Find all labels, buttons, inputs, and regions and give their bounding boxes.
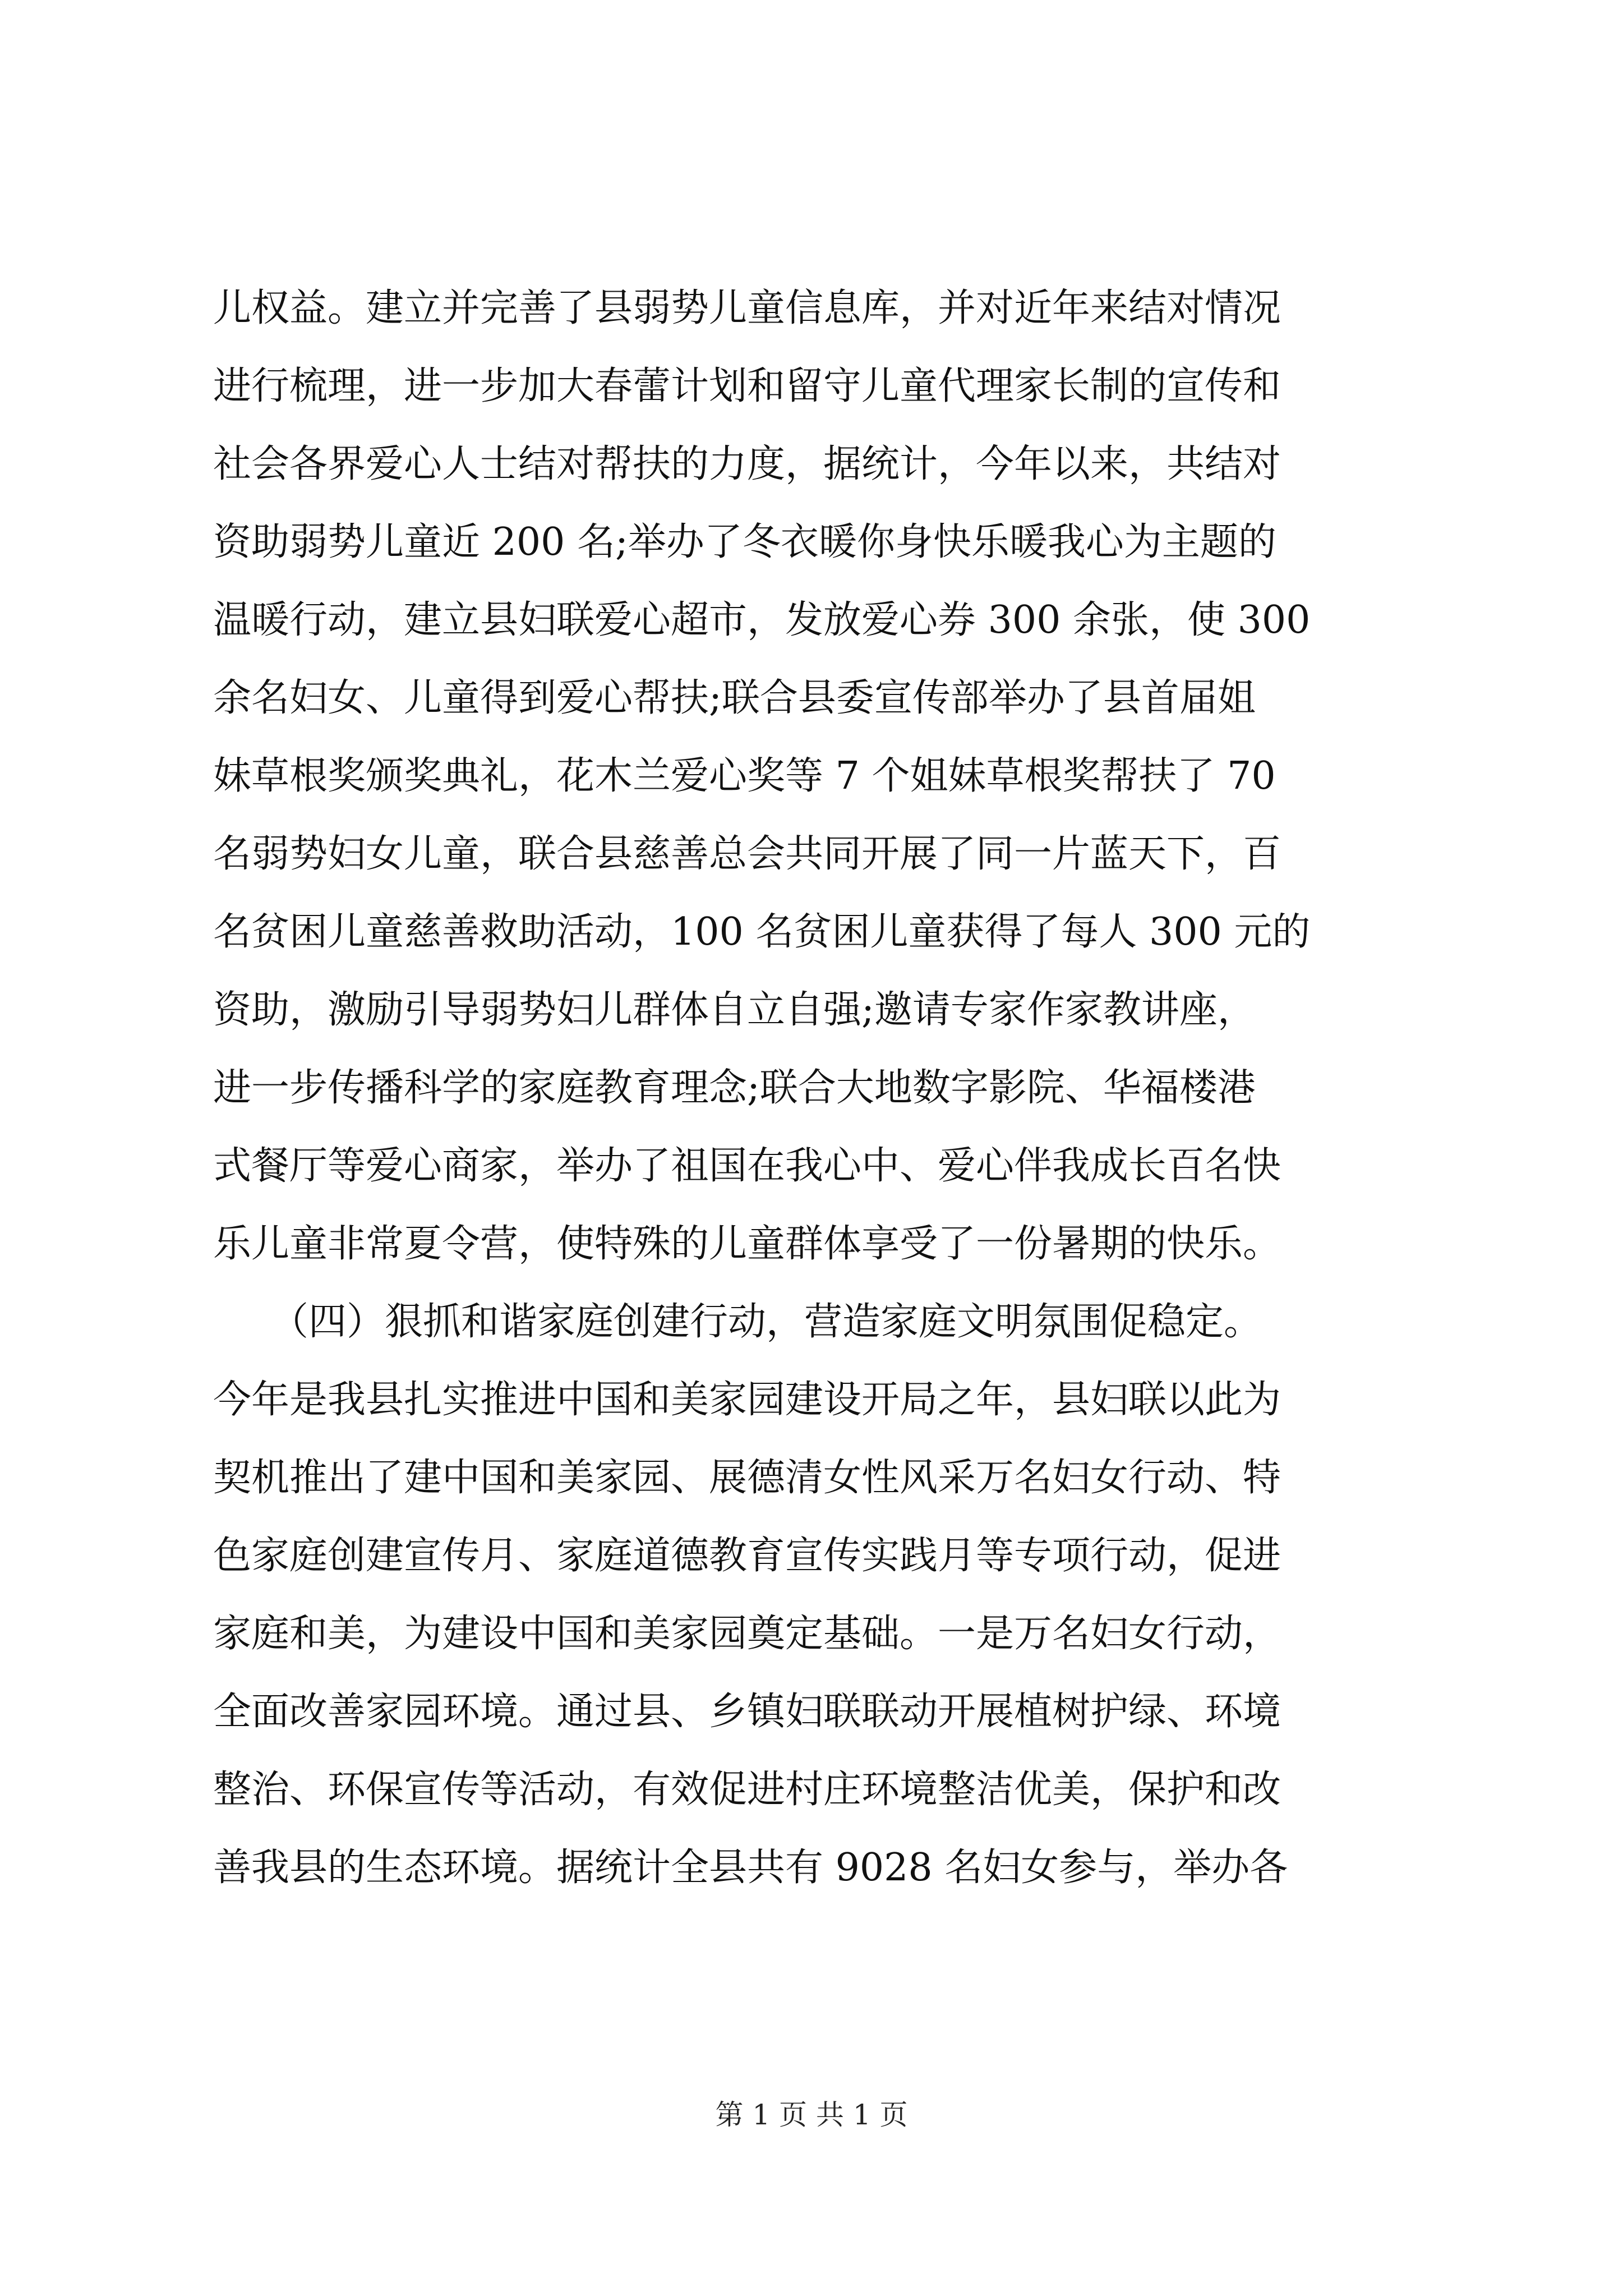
text-line: 资助，激励引导弱势妇儿群体自立自强;邀请专家作家教讲座， xyxy=(213,988,1256,1032)
text-line: 式餐厅等爱心商家，举办了祖国在我心中、爱心伴我成长百名快 xyxy=(213,1144,1281,1188)
text-line: 名弱势妇女儿童，联合县慈善总会共同开展了同一片蓝天下，百 xyxy=(213,832,1281,876)
text-line: 全面改善家园环境。通过县、乡镇妇联联动开展植树护绿、环境 xyxy=(213,1690,1281,1734)
text-line: 善我县的生态环境。据统计全县共有 9028 名妇女参与，举办各 xyxy=(213,1846,1288,1890)
text-line: 儿权益。建立并完善了县弱势儿童信息库，并对近年来结对情况 xyxy=(213,286,1281,330)
text-line: 妹草根奖颁奖典礼，花木兰爱心奖等 7 个姐妹草根奖帮扶了 70 xyxy=(213,754,1276,798)
text-line: 名贫困儿童慈善救助活动，100 名贫困儿童获得了每人 300 元的 xyxy=(213,910,1311,954)
text-line: 资助弱势儿童近 200 名;举办了冬衣暖你身快乐暖我心为主题的 xyxy=(213,520,1276,564)
page-number-label: 第 1 页 共 1 页 xyxy=(715,2099,908,2131)
text-line: 乐儿童非常夏令营，使特殊的儿童群体享受了一份暑期的快乐。 xyxy=(213,1222,1281,1266)
text-line: 色家庭创建宣传月、家庭道德教育宣传实践月等专项行动，促进 xyxy=(213,1534,1281,1578)
text-line: 整治、环保宣传等活动，有效促进村庄环境整洁优美，保护和改 xyxy=(213,1768,1281,1812)
text-line: 进行梳理，进一步加大春蕾计划和留守儿童代理家长制的宣传和 xyxy=(213,364,1281,408)
section-heading-line: （四）狠抓和谐家庭创建行动，营造家庭文明氛围促稳定。 xyxy=(213,1300,1262,1344)
text-line: 契机推出了建中国和美家园、展德清女性风采万名妇女行动、特 xyxy=(213,1456,1281,1500)
text-line: 余名妇女、儿童得到爱心帮扶;联合县委宣传部举办了县首届姐 xyxy=(213,676,1256,720)
text-line: 社会各界爱心人士结对帮扶的力度，据统计，今年以来，共结对 xyxy=(213,442,1281,486)
body-text xyxy=(213,269,1424,1907)
text-line: 家庭和美，为建设中国和美家园奠定基础。一是万名妇女行动， xyxy=(213,1612,1281,1656)
text-line: 温暖行动，建立县妇联爱心超市，发放爱心券 300 余张，使 300 xyxy=(213,598,1311,642)
page-footer xyxy=(0,2095,1623,2134)
text-line: 进一步传播科学的家庭教育理念;联合大地数字影院、华福楼港 xyxy=(213,1066,1256,1110)
text-line: 今年是我县扎实推进中国和美家园建设开局之年，县妇联以此为 xyxy=(213,1378,1281,1422)
